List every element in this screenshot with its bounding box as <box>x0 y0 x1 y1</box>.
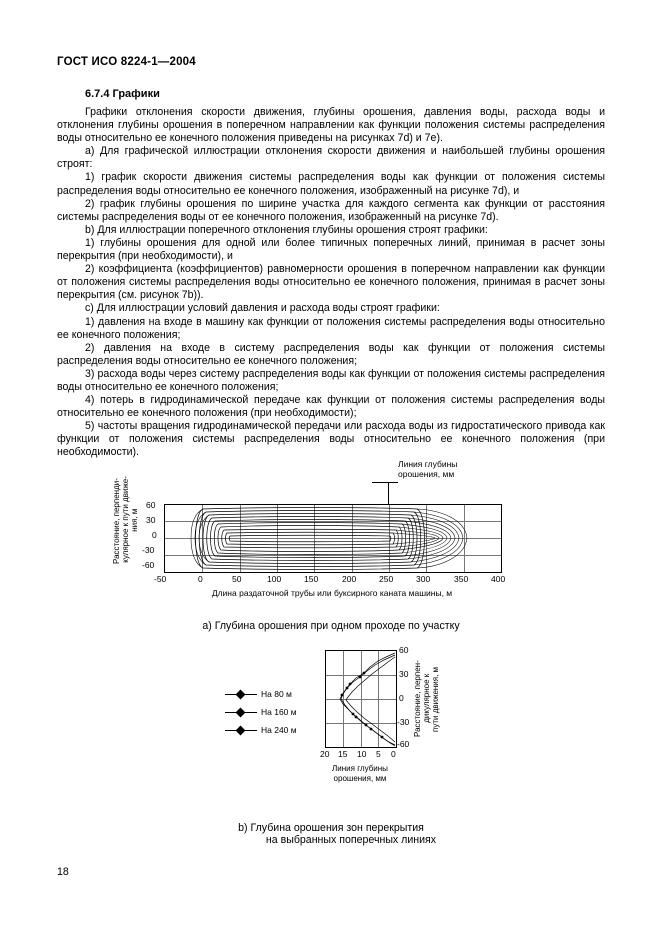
x-tick-label: 300 <box>416 574 431 584</box>
paragraph: 1) глубины орошения для одной или более типичных поперечных линий, принимая в расчет зоны перекрытия (при необходимости), и <box>57 236 605 263</box>
annotation-leader-line <box>388 482 389 506</box>
annotation-leader-line <box>372 482 398 483</box>
x-tick-label: 50 <box>232 574 242 584</box>
paragraph: 3) расхода воды через систему распределения воды как функции от положения системы распределения воды относительно ее конечного положения; <box>57 367 605 393</box>
paragraph: c) Для иллюстрации условий давления и расхода воды строят графики: <box>85 302 440 315</box>
x-tick-label: 150 <box>304 574 319 584</box>
section-content <box>57 88 605 460</box>
legend-item: На 240 м <box>225 725 297 735</box>
paragraph: 1) давления на входе в машину как функции от положения системы распределения воды относительно ее конечного положения; <box>57 315 605 341</box>
figure-b-y-axis-title: Расстояние, перпен- дикулярное к пути движения, м <box>413 660 440 738</box>
x-tick-label: 15 <box>338 749 348 759</box>
figure-a-contour-curves <box>165 505 501 572</box>
figure-b-caption: b) Глубина орошения зон перекрытия на выбранных поперечных линиях <box>238 822 437 846</box>
y-tick-label: 60 <box>146 500 156 510</box>
figure-a-y-axis-title: Расстояние, перпенди- кулярное к пути движе- ния, м <box>112 476 139 564</box>
x-tick-label: 0 <box>198 574 203 584</box>
legend-marker-icon <box>225 691 257 698</box>
y-tick-label: 30 <box>399 669 409 679</box>
x-tick-label: 400 <box>491 574 506 584</box>
legend-item: На 80 м <box>225 689 292 699</box>
figure-a-x-axis-title: Длина раздаточной трубы или буксирного каната машины, м <box>211 588 453 598</box>
x-tick-label: 0 <box>391 749 396 759</box>
paragraph: a) Для графической иллюстрации отклонения скорости движения и наибольшей глубины орошения строят: <box>57 145 605 171</box>
y-tick-label: 30 <box>146 515 156 525</box>
y-tick-label: -30 <box>397 717 410 727</box>
x-tick-label: 100 <box>267 574 282 584</box>
y-tick-label: 0 <box>399 693 404 703</box>
paragraph: Графики отклонения скорости движения, глубины орошения, давления воды, расхода воды и отклонения глубины орошения в поперечном направлении как функции положения системы распределения воды относительно ее конечного положения приведены на рисунках 7d) и 7e). <box>57 106 605 145</box>
x-tick-label: 10 <box>357 749 367 759</box>
figure-7a <box>112 459 540 610</box>
y-tick-label: -30 <box>142 545 155 555</box>
y-tick-label: -60 <box>142 560 155 570</box>
paragraph: 2) коэффициента (коэффициентов) равномерности орошения в поперечном направлении как функции от положения системы распределения воды относительно ее конечного положения, принимая в расчет зоны перекрытия (см. рисунок 7b)). <box>57 263 605 302</box>
legend-marker-icon <box>225 727 257 734</box>
x-tick-label: -50 <box>154 574 167 584</box>
figure-b-plot-area <box>325 650 397 748</box>
x-tick-label: 350 <box>454 574 469 584</box>
page-header: ГОСТ ИСО 8224-1—2004 <box>57 56 196 68</box>
x-tick-label: 200 <box>342 574 357 584</box>
paragraph: 5) частоты вращения гидродинамической передачи или расхода воды из гидростатического привода как функции от положения системы распределения воды относительно ее конечного положения (при необходимости). <box>57 420 605 459</box>
figure-a-caption: a) Глубина орошения при одном проходе по участку <box>202 620 460 632</box>
figure-a-plot-area <box>164 504 502 573</box>
page-number: 18 <box>57 866 69 878</box>
figure-b-curves <box>326 651 396 747</box>
figure-7b <box>225 645 455 785</box>
y-tick-label: -60 <box>397 739 410 749</box>
paragraph: 4) потерь в гидродинамической передаче как функции от положения системы распределения воды относительно ее конечного положения (при необходимости); <box>57 394 605 420</box>
legend-marker-icon <box>225 709 257 716</box>
legend-item: На 160 м <box>225 707 297 717</box>
section-heading: 6.7.4 Графики <box>85 88 160 100</box>
figure-a-annotation: Линия глубины орошения, мм <box>398 459 458 479</box>
figure-b-x-axis-title: Линия глубины орошения, мм <box>332 764 388 783</box>
x-tick-label: 20 <box>320 749 330 759</box>
paragraph: b) Для иллюстрации поперечного отклонения глубины орошения строят графики: <box>85 223 488 236</box>
x-tick-label: 5 <box>376 749 381 759</box>
x-tick-label: 250 <box>379 574 394 584</box>
paragraph: 2) график глубины орошения по ширине участка для каждого сегмента как функции от расстояния системы распределения воды от ее конечного положения, изображенный на рисунке 7d). <box>57 197 605 223</box>
paragraph: 1) график скорости движения системы распределения воды как функции от положения системы распределения воды относительно ее конечного положения, изображенный на рисунке 7d), и <box>57 171 605 197</box>
y-tick-label: 0 <box>152 530 157 540</box>
paragraph: 2) давления на входе в систему распределения воды как функции от положения системы распределения воды относительно ее конечного положения; <box>57 341 605 367</box>
y-tick-label: 60 <box>399 645 409 655</box>
